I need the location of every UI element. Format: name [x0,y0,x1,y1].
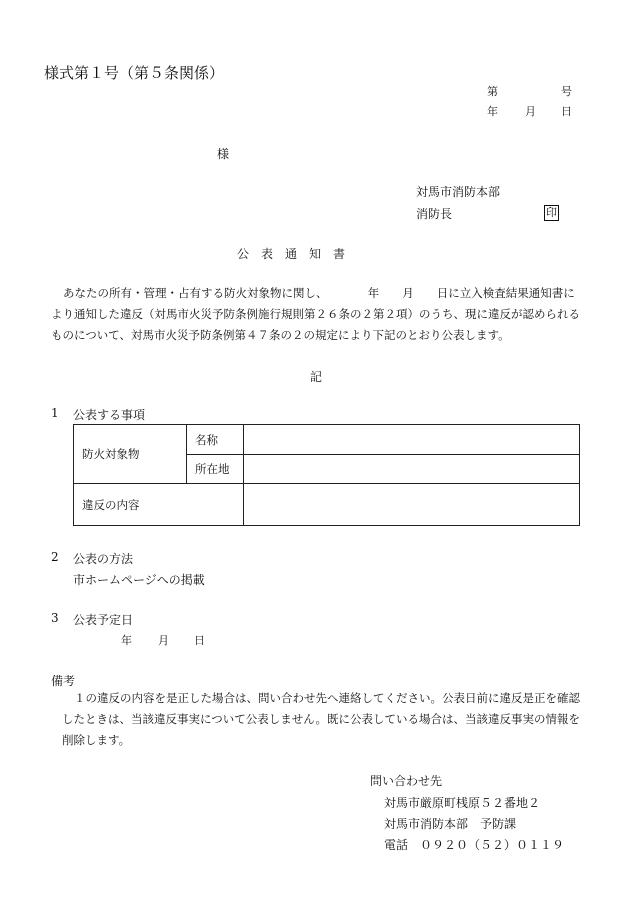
section-3-year-label: 年 [121,634,132,647]
violation-label-cell [74,484,244,526]
seal-mark: 印 [546,206,557,219]
section-2-content: 市ホームページへの掲載 [73,573,205,587]
document-title: 公 表 通 知 書 [237,247,346,261]
publication-items-table [73,424,580,526]
sender-title: 消防長 [416,207,453,221]
number-prefix: 第 [487,85,498,98]
section-1-number: 1 [51,406,59,420]
location-label: 所在地 [195,462,230,476]
name-label-cell [187,425,244,455]
contact-address: 対馬市厳原町桟原５２番地２ [384,796,541,810]
contact-phone: 電話 ０９２０（５２）０１１９ [384,838,565,852]
name-label: 名称 [195,432,218,447]
date-month-label: 月 [525,105,536,118]
recipient-honorific: 様 [217,147,230,161]
form-title: 様式第１号（第５条関係） [44,64,225,82]
body-paragraph: あなたの所有・管理・占有する防火対象物に関し、 年 月 日に立入検査結果通知書により通知した違反（対馬市火災予防条例施行規則第２６条の２第２項）のうち、現に違反が認められるものについて、対馬市火災予防条例第４７条の２の規定により下記のとおり公表します。 [51,286,580,342]
section-2-number: 2 [51,550,59,564]
object-label-cell [74,425,187,484]
contact-department: 対馬市消防本部 予防課 [384,817,517,831]
remarks-heading: 備考 [51,674,76,688]
contact-heading: 問い合わせ先 [370,774,443,788]
number-suffix: 号 [561,85,572,98]
sender-organization: 対馬市消防本部 [416,185,501,199]
date-day-label: 日 [561,105,572,118]
section-3-number: 3 [51,611,59,625]
section-3-day-label: 日 [194,634,205,647]
remarks-text: １の違反の内容を是正した場合は、問い合わせ先へ連絡してください。公表日前に違反是正を確認したときは、当該違反事実について公表しません。既に公表している場合は、当該違反事実の情報を削除します。 [62,691,580,747]
section-3-title: 公表予定日 [73,613,134,627]
object-label: 防火対象物 [82,447,140,461]
date-year-label: 年 [487,105,498,118]
location-value-cell [244,455,580,484]
location-label-cell [187,455,244,484]
ki-label: 記 [310,370,323,384]
violation-label: 違反の内容 [82,497,140,512]
violation-value-cell [244,484,580,526]
name-value-cell [244,425,580,455]
section-1-title: 公表する事項 [73,408,146,422]
section-3-month-label: 月 [158,634,169,647]
section-2-title: 公表の方法 [73,552,134,566]
